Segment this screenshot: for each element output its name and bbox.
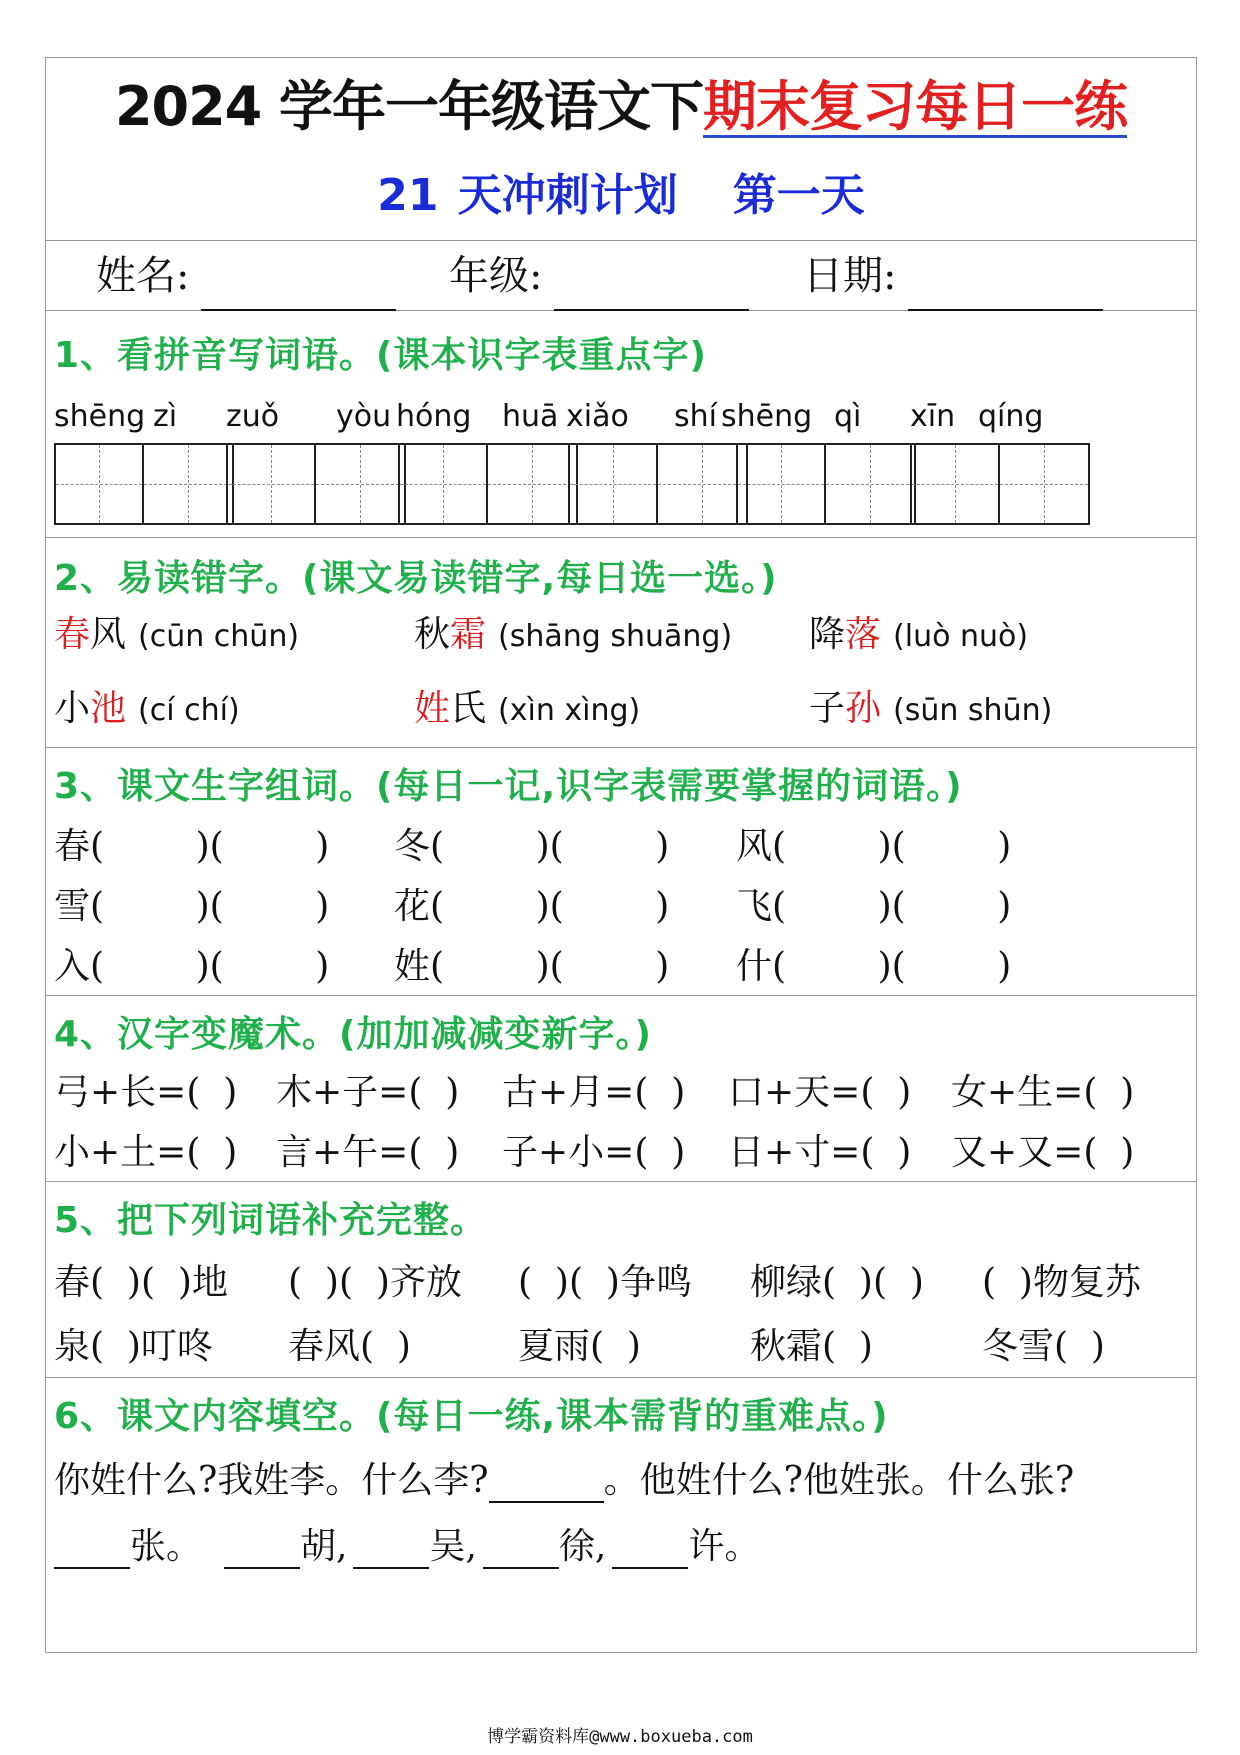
title-part-red: 期末复习每日一练	[703, 75, 1128, 138]
page-title	[46, 72, 1196, 142]
date-field	[803, 241, 1103, 311]
section-6-heading: 6、课文内容填空。(每日一练,课本需背的重难点。)	[54, 1396, 889, 1437]
section-2-heading: 2、易读错字。(课文易读错字,每日选一选。)	[54, 558, 778, 599]
date-blank[interactable]	[908, 261, 1103, 311]
misread-item: 子孙 (sūn shūn)	[809, 688, 1053, 729]
pinyin-label: shí	[674, 399, 717, 434]
character-equation[interactable]: 古+月=( )	[502, 1072, 686, 1113]
name-blank[interactable]	[201, 261, 396, 311]
date-label: 日期:	[803, 253, 897, 299]
section-3-word-building	[46, 748, 1196, 996]
character-equation[interactable]: 言+午=( )	[276, 1132, 460, 1173]
writing-grid[interactable]	[736, 443, 916, 525]
subtitle-plan: 21 天冲刺计划	[377, 170, 678, 221]
pinyin-label: qíng	[978, 399, 1044, 434]
character-equation[interactable]: 女+生=( )	[951, 1072, 1135, 1113]
character-equation[interactable]: 口+天=( )	[728, 1072, 912, 1113]
section-5-complete-words	[46, 1182, 1196, 1378]
pinyin-label: zuǒ	[226, 399, 280, 434]
name-label: 姓名:	[96, 253, 190, 299]
text-blank[interactable]	[353, 1529, 429, 1569]
misread-item: 春风 (cūn chūn)	[54, 614, 300, 655]
misread-item: 降落 (luò nuò)	[809, 614, 1029, 655]
text-blank[interactable]	[224, 1529, 300, 1569]
grade-blank[interactable]	[554, 261, 749, 311]
writing-grid[interactable]	[910, 443, 1090, 525]
pinyin-label: yòu	[336, 399, 392, 434]
grade-field	[449, 241, 749, 311]
word-building-item[interactable]: 姓( )( )	[394, 946, 670, 987]
pinyin-label: shēng	[54, 399, 146, 434]
page-subtitle	[46, 166, 1196, 226]
section-4-character-magic	[46, 996, 1196, 1182]
section-4-heading: 4、汉字变魔术。(加加减减变新字。)	[54, 1014, 652, 1055]
text-blank[interactable]	[483, 1529, 559, 1569]
grade-label: 年级:	[449, 253, 543, 299]
misread-item: 姓氏 (xìn xìng)	[414, 688, 641, 729]
text-blank[interactable]	[54, 1529, 130, 1569]
phrase-blank[interactable]: 柳绿( )( )	[750, 1262, 924, 1303]
name-field	[96, 241, 396, 311]
phrase-blank[interactable]: ( )( )齐放	[288, 1262, 462, 1303]
word-building-item[interactable]: 雪( )( )	[54, 886, 330, 927]
phrase-blank[interactable]: ( )物复苏	[982, 1262, 1141, 1303]
word-building-item[interactable]: 入( )( )	[54, 946, 330, 987]
section-5-heading: 5、把下列词语补充完整。	[54, 1200, 488, 1241]
fill-line-1: 你姓什么?我姓李。什么李? 。他姓什么?他姓张。什么张?	[54, 1460, 1075, 1501]
character-equation[interactable]: 弓+长=( )	[54, 1072, 238, 1113]
pinyin-label: hóng	[396, 399, 472, 434]
phrase-blank[interactable]: 春风( )	[288, 1326, 411, 1367]
word-building-item[interactable]: 风( )( )	[736, 826, 1012, 867]
phrase-blank[interactable]: 春( )( )地	[54, 1262, 228, 1303]
writing-grid[interactable]	[226, 443, 406, 525]
text-blank[interactable]	[489, 1463, 604, 1503]
pinyin-label: zì	[153, 399, 178, 434]
subtitle-day: 第一天	[732, 170, 865, 221]
phrase-blank[interactable]: 夏雨( )	[518, 1326, 641, 1367]
character-equation[interactable]: 又+又=( )	[951, 1132, 1135, 1173]
phrase-blank[interactable]: 秋霜( )	[750, 1326, 873, 1367]
word-building-item[interactable]: 花( )( )	[394, 886, 670, 927]
writing-grid[interactable]	[568, 443, 748, 525]
section-2-misread-characters	[46, 538, 1196, 748]
pinyin-label: xīn	[910, 399, 956, 434]
phrase-blank[interactable]: 泉( )叮咚	[54, 1326, 213, 1367]
section-3-heading: 3、课文生字组词。(每日一记,识字表需要掌握的词语。)	[54, 766, 963, 807]
section-1-heading: 1、看拼音写词语。(课本识字表重点字)	[54, 335, 707, 376]
character-equation[interactable]: 日+寸=( )	[728, 1132, 912, 1173]
title-part-black: 2024 学年一年级语文下	[114, 75, 704, 138]
phrase-blank[interactable]: 冬雪( )	[982, 1326, 1105, 1367]
misread-item: 小池 (cí chí)	[54, 688, 240, 729]
pinyin-label: xiǎo	[566, 399, 629, 434]
header-section	[46, 58, 1196, 241]
writing-grid[interactable]	[54, 443, 234, 525]
word-building-item[interactable]: 飞( )( )	[736, 886, 1012, 927]
text-blank[interactable]	[612, 1529, 688, 1569]
worksheet	[45, 57, 1197, 1653]
student-info-section	[46, 241, 1196, 311]
misread-item: 秋霜 (shāng shuāng)	[414, 614, 733, 655]
fill-line-2: 张。 胡, 吴, 徐, 许。	[54, 1518, 760, 1569]
section-6-text-fill	[46, 1378, 1196, 1654]
character-equation[interactable]: 子+小=( )	[502, 1132, 686, 1173]
section-1-pinyin-writing	[46, 311, 1196, 538]
word-building-item[interactable]: 冬( )( )	[394, 826, 670, 867]
character-equation[interactable]: 小+土=( )	[54, 1132, 238, 1173]
pinyin-label: qì	[834, 399, 862, 434]
character-equation[interactable]: 木+子=( )	[276, 1072, 460, 1113]
footer-watermark: 博学霸资料库@www.boxueba.com	[487, 1727, 753, 1747]
writing-grid[interactable]	[398, 443, 578, 525]
pinyin-label: shēng	[721, 399, 813, 434]
word-building-item[interactable]: 春( )( )	[54, 826, 330, 867]
phrase-blank[interactable]: ( )( )争鸣	[518, 1262, 692, 1303]
word-building-item[interactable]: 什( )( )	[736, 946, 1012, 987]
pinyin-label: huā	[502, 399, 559, 434]
